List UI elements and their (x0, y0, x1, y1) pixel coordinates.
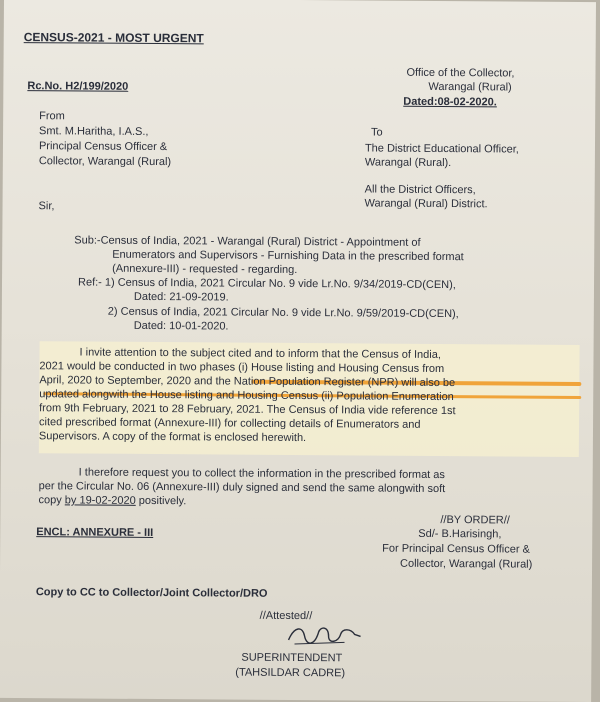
subject-line: Enumerators and Supervisors - Furnishing Data in the prescribed format (112, 248, 464, 264)
from-label: From (39, 110, 65, 123)
paragraph-line: I invite attention to the subject cited and to inform that the Census of India, (79, 346, 441, 361)
reference-line: 2) Census of India, 2021 Circular No. 9 vide Lr.No. 9/59/2019-CD(CEN), (107, 305, 459, 321)
paragraph-line: I therefore request you to collect the information in the prescribed format as (78, 466, 445, 482)
superintendent-title: SUPERINTENDENT (241, 651, 343, 665)
office-location: Warangal (Rural) (428, 80, 512, 94)
deadline-date: by 19-02-2020 (64, 494, 136, 507)
paragraph-line: cited prescribed format (Annexure-III) for collecting details of Enumerators and (39, 416, 421, 431)
to-recipient-2: All the District Officers, (364, 183, 476, 197)
to-recipient-1-location: Warangal (Rural). (364, 156, 452, 170)
paragraph-line: per the Circular No. 06 (Annexure-III) duly signed and send the same alongwith soft (38, 480, 446, 496)
from-designation: Principal Census Officer & (38, 140, 168, 154)
reference-number: Rc.No. H2/199/2020 (27, 80, 129, 93)
paragraph-line: 2021 would be conducted in two phases (i) House listing and Housing Census from (39, 360, 445, 376)
from-office: Collector, Warangal (Rural) (38, 155, 172, 169)
to-recipient-2-location: Warangal (Rural) District. (364, 197, 488, 211)
from-name: Smt. M.Haritha, I.A.S., (39, 125, 149, 138)
paragraph-line: Supervisors. A copy of the format is enclosed herewith. (38, 430, 307, 445)
document-title: CENSUS-2021 - MOST URGENT (23, 30, 204, 46)
paragraph-line: updated alongwith the House listing and Housing Census (ii) Population Enumeration (39, 388, 454, 404)
paragraph-line: April, 2020 to September, 2020 and the Nation Population Register (NPR) will also be (39, 374, 456, 390)
office-name: Office of the Collector, (406, 66, 515, 80)
signatory-name: Sd/- B.Harisingh, (418, 527, 502, 541)
reference-line: Dated: 21-09-2019. (133, 290, 229, 304)
enclosure: ENCL: ANNEXURE - III (36, 526, 154, 539)
paragraph-line (38, 494, 186, 508)
reference-line: Dated: 10-01-2020. (133, 319, 229, 333)
paragraph-line: from 9th February, 2021 to 28 February, 2021. The Census of India vide reference 1st (39, 402, 456, 418)
subject-line: (Annexure-III) - requested - regarding. (112, 262, 298, 276)
salutation: Sir, (38, 200, 55, 213)
for-officer-line: For Principal Census Officer & (382, 542, 530, 556)
reference-line: Ref:- 1) Census of India, 2021 Circular No. 9 vide Lr.No. 9/34/2019-CD(CEN), (77, 276, 456, 292)
to-recipient-1: The District Educational Officer, (364, 142, 519, 156)
copy-to: Copy to CC to Collector/Joint Collector/DRO (35, 586, 268, 600)
tahsildar-cadre: (TAHSILDAR CADRE) (235, 666, 346, 680)
paragraph-text: copy (38, 494, 65, 507)
paragraph-text: positively. (135, 494, 187, 508)
to-label: To (371, 126, 383, 139)
body-paragraph-2 (38, 466, 584, 508)
attested-label: //Attested// (259, 609, 313, 623)
signature-scribble-icon (284, 620, 364, 651)
by-order: //BY ORDER// (440, 513, 510, 527)
collector-line: Collector, Warangal (Rural) (400, 557, 533, 571)
letter-date: Dated:08-02-2020. (403, 95, 497, 109)
subject-line: Sub:-Census of India, 2021 - Warangal (Rural) District - Appointment of (74, 234, 421, 249)
